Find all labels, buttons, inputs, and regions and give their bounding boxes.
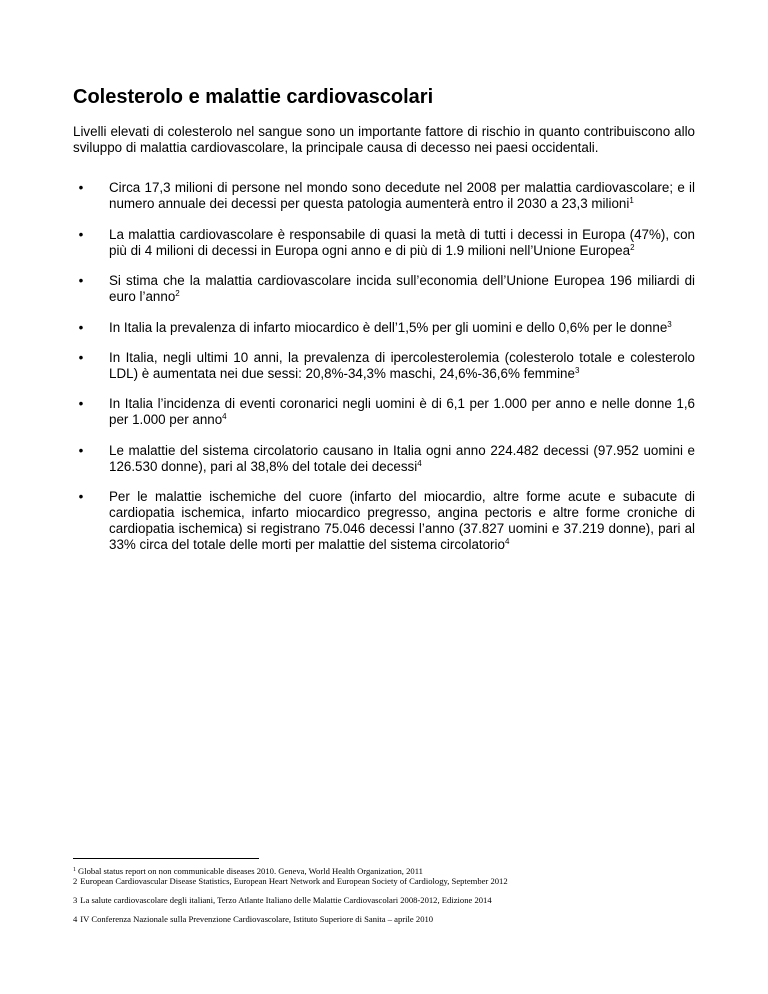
page-title: Colesterolo e malattie cardiovascolari [73, 86, 434, 108]
footnote-mark: 1 [73, 867, 76, 873]
footnote [73, 895, 695, 906]
footnote-reference: 4 [417, 459, 422, 468]
footnote-mark: 3 [73, 895, 78, 905]
footnote-reference: 2 [175, 289, 180, 298]
footnote [73, 876, 695, 887]
bullet-text: Per le malattie ischemiche del cuore (infarto del miocardio, altre forme acute e subacute di cardiopatia ischemica, infarto miocardico pregresso, angina pectoris e altre forme croniche di cardiopatia ischemica) si registrano 75.046 decessi l’anno (37.827 uomini e 37.219 donne), pari al 33% circa del totale delle morti per malattie del sistema circolatorio$^4$ [109, 489, 695, 552]
footnote-reference: 3 [574, 366, 580, 375]
footnote-mark: 2 [73, 876, 78, 886]
bullet-text: Le malattie del sistema circolatorio causano in Italia ogni anno 224.482 decessi (97.952 uomini e 126.530 donne), pari al 38,8% del totale dei decessi$^4$ [109, 443, 695, 474]
footnote-reference: 3 [667, 320, 672, 329]
bullet-icon: • [78, 227, 84, 242]
footnote-reference: 2 [630, 243, 635, 252]
footnote-reference: 1 [629, 196, 634, 205]
bullet-icon: • [78, 273, 84, 288]
footnote-reference: 4 [504, 537, 510, 546]
footnote-mark: 4 [73, 914, 78, 924]
bullet-text: In Italia, negli ultimi 10 anni, la prevalenza di ipercolesterolemia (colesterolo totale e colesterolo LDL) è aumentata nei due sessi: 20,8%-34,3% maschi, 24,6%-36,6% femmine$^3$ [109, 350, 695, 381]
bullet-text: La malattia cardiovascolare è responsabile di quasi la metà di tutti i decessi in Europa (47%), con più di 4 milioni di decessi in Europa ogni anno e di più di 1.9 milioni nell’Unione Europea$^2$ [109, 227, 695, 258]
footnote-text: European Cardiovascular Disease Statistics, European Heart Network and European Society of Cardiology, September 2012 [80, 876, 508, 886]
footnote-text: Global status report on non communicable diseases 2010. Geneva, World Health Organization, 2011 [78, 866, 423, 876]
bullet-text: In Italia l’incidenza di eventi coronarici negli uomini è di 6,1 per 1.000 per anno e nelle donne 1,6 per 1.000 per anno$^4$ [109, 396, 695, 427]
bullet-icon: • [78, 180, 84, 195]
bullet-icon: • [78, 396, 84, 411]
bullet-icon: • [78, 489, 84, 504]
footnote-text: La salute cardiovascolare degli italiani, Terzo Atlante Italiano delle Malattie Cardiovascolari 2008-2012, Edizione 2014 [80, 895, 492, 905]
footnote-text: IV Conferenza Nazionale sulla Prevenzione Cardiovascolare, Istituto Superiore di Sanita – aprile 2010 [80, 914, 434, 924]
footnote-divider [73, 858, 259, 859]
footnote [73, 914, 695, 925]
bullet-icon: • [78, 350, 84, 365]
intro-paragraph: Livelli elevati di colesterolo nel sangue sono un importante fattore di rischio in quanto contribuiscono allo sviluppo di malattia cardiovascolare, la principale causa di decesso nei paesi occidentali. [73, 124, 695, 155]
bullet-icon: • [78, 443, 84, 458]
footnote-reference: 4 [222, 412, 227, 421]
bullet-text: Circa 17,3 milioni di persone nel mondo sono decedute nel 2008 per malattia cardiovascolare; e il numero annuale dei decessi per questa patologia aumenterà entro il 2030 a 23,3 milioni$^1$ [109, 180, 695, 211]
bullet-text: In Italia la prevalenza di infarto miocardico è dell’1,5% per gli uomini e dello 0,6% per le donne$^3$ [109, 320, 672, 335]
bullet-text: Si stima che la malattia cardiovascolare incida sull’economia dell’Unione Europea 196 miliardi di euro l’anno$^2$ [109, 273, 695, 304]
bullet-icon: • [78, 320, 84, 335]
